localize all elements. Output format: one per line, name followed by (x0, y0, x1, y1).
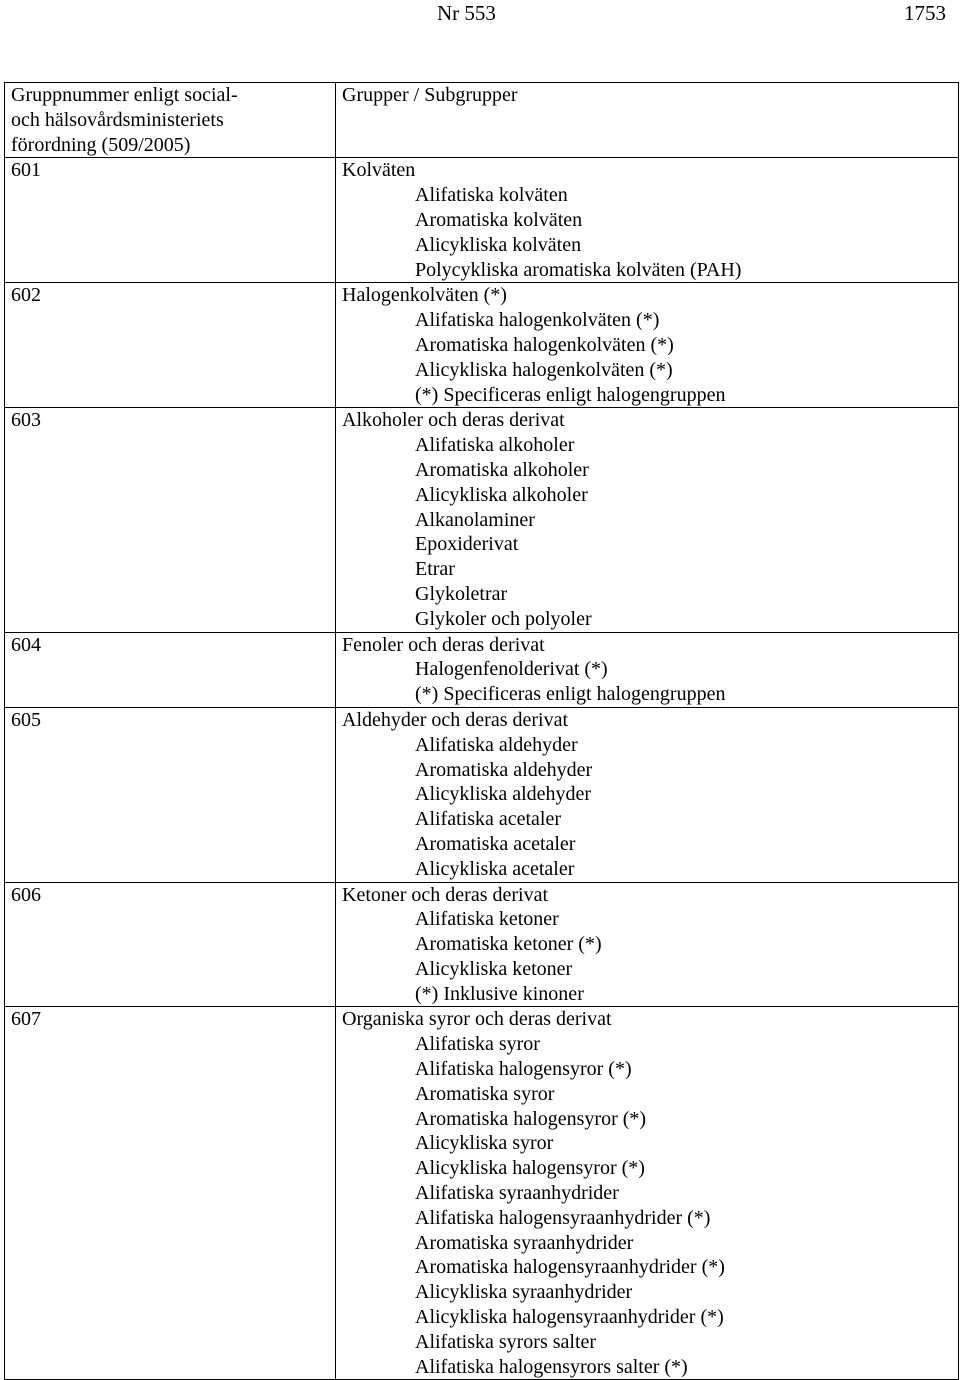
subgroup-item: Alkanolaminer (415, 508, 535, 531)
group-number: 604 (5, 632, 336, 707)
subgroup-item: Alifatiska halogensyror (*) (415, 1058, 632, 1081)
subgroup-item: Alifatiska aldehyder (415, 733, 578, 756)
subgroup-item: Alifatiska syraanhydrider (415, 1182, 619, 1205)
subgroup-item: Aromatiska halogensyror (*) (415, 1107, 647, 1130)
group-number: 602 (5, 283, 336, 408)
subgroup-item: Aromatiska ketoner (*) (415, 933, 602, 956)
subgroup-item: Alicykliska kolväten (415, 233, 582, 256)
subgroup-item: Aromatiska aldehyder (415, 758, 593, 781)
subgroup-item: Alicykliska ketoner (415, 957, 573, 980)
column-header-line: och hälsovårdsministeriets (11, 108, 224, 131)
group-number: 605 (5, 707, 336, 882)
page-header (0, 0, 960, 34)
subgroup-item: Alicykliska syror (415, 1132, 554, 1155)
table-row (5, 158, 959, 283)
subgroup-item: Alifatiska halogensyraanhydrider (*) (415, 1206, 711, 1229)
subgroup-item: Alifatiska syror (415, 1033, 540, 1056)
subgroup-item: Aromatiska syror (415, 1082, 555, 1105)
subgroup-item: Aromatiska acetaler (415, 832, 576, 855)
group-cell (336, 1007, 959, 1380)
table-body (5, 158, 959, 1380)
table-header-row (5, 83, 959, 158)
subgroup-item: Glykoletrar (415, 582, 508, 605)
group-title: Kolväten (342, 159, 416, 182)
subgroup-item: Aromatiska kolväten (415, 208, 583, 231)
subgroup-item: Alicykliska halogensyraanhydrider (*) (415, 1306, 724, 1329)
subgroup-item: Alifatiska kolväten (415, 184, 568, 207)
table-row (5, 632, 959, 707)
column-header-groups: Grupper / Subgrupper (336, 83, 959, 158)
subgroup-item: (*) Specificeras enligt halogengruppen (415, 683, 726, 706)
group-title: Alkoholer och deras derivat (342, 409, 565, 432)
subgroup-item: Alifatiska syrors salter (415, 1330, 597, 1353)
group-cell (336, 707, 959, 882)
group-title: Halogenkolväten (*) (342, 284, 507, 307)
subgroup-item: Epoxiderivat (415, 533, 519, 556)
subgroup-item: (*) Specificeras enligt halogengruppen (415, 383, 726, 406)
subgroup-item: Alicykliska acetaler (415, 857, 575, 880)
table-row (5, 408, 959, 632)
subgroup-item: Aromatiska halogenkolväten (*) (415, 333, 674, 356)
group-title: Fenoler och deras derivat (342, 633, 545, 656)
group-number: 603 (5, 408, 336, 632)
table-row (5, 283, 959, 408)
group-cell (336, 283, 959, 408)
subgroup-item: Alicykliska syraanhydrider (415, 1281, 633, 1304)
subgroup-item: Alifatiska halogensyrors salter (*) (415, 1355, 688, 1378)
subgroup-item: (*) Inklusive kinoner (415, 982, 584, 1005)
subgroup-item: Aromatiska syraanhydrider (415, 1231, 634, 1254)
table-row (5, 1007, 959, 1380)
subgroup-item: Alicykliska aldehyder (415, 783, 592, 806)
group-number: 606 (5, 882, 336, 1007)
subgroup-item: Glykoler och polyoler (415, 607, 592, 630)
group-number: 607 (5, 1007, 336, 1380)
group-cell (336, 408, 959, 632)
subgroup-item: Alicykliska halogensyror (*) (415, 1157, 645, 1180)
group-title: Organiska syror och deras derivat (342, 1008, 612, 1031)
subgroup-item: Aromatiska alkoholer (415, 458, 589, 481)
group-table (4, 82, 959, 1380)
group-number: 601 (5, 158, 336, 283)
column-header-group-number (5, 83, 336, 158)
group-cell (336, 882, 959, 1007)
subgroup-item: Alifatiska ketoner (415, 908, 559, 931)
group-cell (336, 158, 959, 283)
page-number: 1753 (904, 1, 946, 25)
subgroup-item: Polycykliska aromatiska kolväten (PAH) (415, 258, 742, 281)
group-title: Aldehyder och deras derivat (342, 708, 569, 731)
subgroup-item: Alifatiska alkoholer (415, 434, 575, 457)
subgroup-item: Alifatiska acetaler (415, 808, 562, 831)
column-header-line: förordning (509/2005) (11, 133, 191, 156)
column-header-line: Gruppnummer enligt social- (11, 84, 238, 106)
subgroup-item: Alicykliska alkoholer (415, 483, 588, 506)
subgroup-item: Aromatiska halogensyraanhydrider (*) (415, 1256, 725, 1279)
subgroup-item: Etrar (415, 558, 455, 581)
table-row (5, 707, 959, 882)
group-title: Ketoner och deras derivat (342, 883, 549, 906)
subgroup-item: Alifatiska halogenkolväten (*) (415, 309, 660, 332)
document-number: Nr 553 (437, 1, 496, 25)
group-cell (336, 632, 959, 707)
subgroup-item: Halogenfenolderivat (*) (415, 658, 608, 681)
table-row (5, 882, 959, 1007)
subgroup-item: Alicykliska halogenkolväten (*) (415, 358, 673, 381)
